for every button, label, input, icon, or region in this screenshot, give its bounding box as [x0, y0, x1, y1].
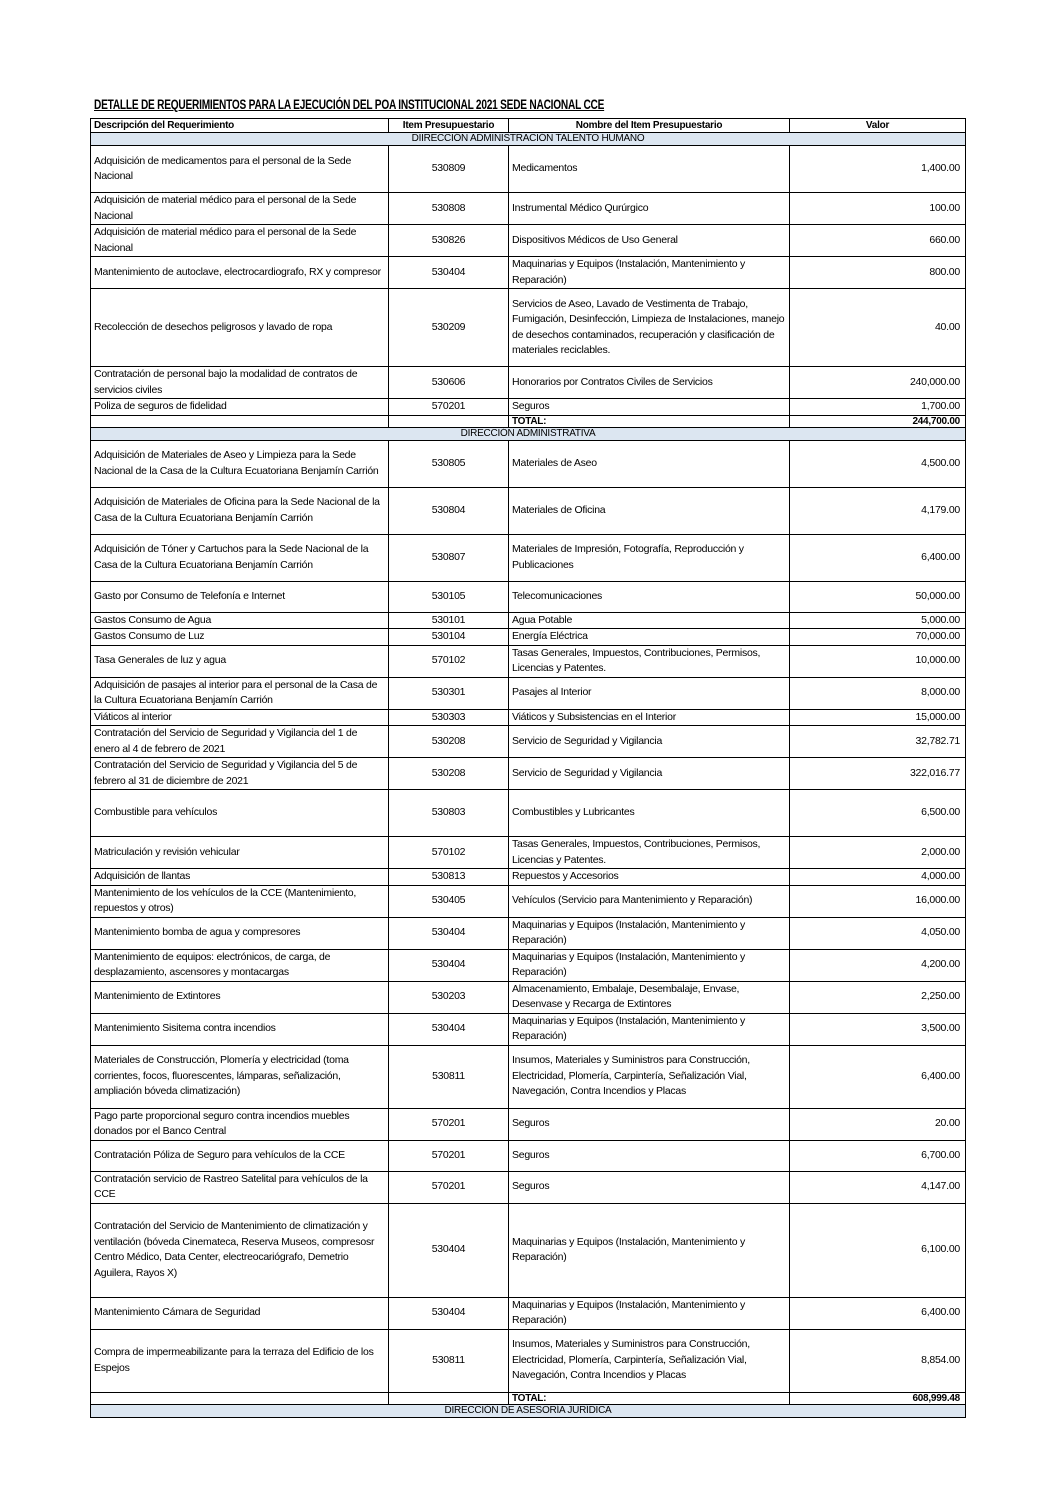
- requirement-description: Adquisición de Materiales de Aseo y Limpieza para la Sede Nacional de la Casa de la Cultura Ecuatoriana Benjamín Carrión: [91, 440, 389, 487]
- requirement-description: Contratación del Servicio de Mantenimiento de climatización y ventilación (bóveda Cinemateca, Reserva Museos, compresosr Centro Médico, Data Center, electreocariógrafo, Demetrio Aguilera, Rayos X): [91, 1203, 389, 1297]
- table-row: [91, 534, 966, 581]
- requirement-description: Recolección de desechos peligrosos y lavado de ropa: [91, 289, 389, 367]
- requirement-value: 3,500.00: [790, 1013, 966, 1045]
- requirement-description: Mantenimiento de autoclave, electrocardiografo, RX y compresor: [91, 257, 389, 289]
- table-row: [91, 581, 966, 612]
- requirement-description: Mantenimiento bomba de agua y compresores: [91, 917, 389, 949]
- budget-item-code: 530804: [389, 487, 509, 534]
- total-empty-cell: [389, 415, 509, 427]
- requirement-description: Adquisición de Tóner y Cartuchos para la Sede Nacional de la Casa de la Cultura Ecuatoriana Benjamín Carrión: [91, 534, 389, 581]
- requirement-description: Adquisición de pasajes al interior para el personal de la Casa de la Cultura Ecuatoriana Benjamín Carrión: [91, 677, 389, 709]
- budget-item-name: Maquinarias y Equipos (Instalación, Mantenimiento y Reparación): [509, 917, 790, 949]
- requirement-description: Mantenimiento Sisitema contra incendios: [91, 1013, 389, 1045]
- budget-item-code: 570201: [389, 1108, 509, 1140]
- requirement-description: Mantenimiento de Extintores: [91, 981, 389, 1013]
- section-title: DIRECCIÓN ADMINISTRATIVA: [91, 427, 966, 440]
- table-row: [91, 629, 966, 646]
- requirement-description: Tasa Generales de luz y agua: [91, 645, 389, 677]
- budget-item-code: 530404: [389, 1013, 509, 1045]
- budget-item-code: 530811: [389, 1329, 509, 1392]
- requirement-value: 322,016.77: [790, 758, 966, 790]
- requirement-value: 4,500.00: [790, 440, 966, 487]
- requirement-description: Mantenimiento de los vehículos de la CCE (Mantenimiento, repuestos y otros): [91, 885, 389, 917]
- section-row: [91, 1404, 966, 1417]
- budget-item-name: Servicios de Aseo, Lavado de Vestimenta de Trabajo, Fumigación, Desinfección, Limpieza de Instalaciones, manejo de desechos contaminados, recuperación y clasificación de materiales reciclables.: [509, 289, 790, 367]
- table-row: [91, 981, 966, 1013]
- table-row: [91, 1108, 966, 1140]
- table-row: [91, 612, 966, 629]
- table-row: [91, 193, 966, 225]
- budget-item-code: 530101: [389, 612, 509, 629]
- table-row: [91, 726, 966, 758]
- budget-item-name: Pasajes al Interior: [509, 677, 790, 709]
- table-row: [91, 399, 966, 416]
- table-row: [91, 146, 966, 193]
- table-row: [91, 1013, 966, 1045]
- requirement-description: Gastos Consumo de Luz: [91, 629, 389, 646]
- budget-item-code: 570201: [389, 399, 509, 416]
- budget-item-code: 530208: [389, 758, 509, 790]
- requirement-description: Combustible para vehículos: [91, 790, 389, 837]
- budget-item-code: 530803: [389, 790, 509, 837]
- table-row: [91, 709, 966, 726]
- budget-item-code: 570201: [389, 1171, 509, 1203]
- section-title: DIIRECCIÓN ADMINISTRACIÓN TALENTO HUMANO: [91, 133, 966, 146]
- requirement-description: Contratación servicio de Rastreo Satelital para vehículos de la CCE: [91, 1171, 389, 1203]
- requirement-value: 6,500.00: [790, 790, 966, 837]
- requirement-value: 660.00: [790, 225, 966, 257]
- budget-item-code: 570102: [389, 837, 509, 869]
- requirement-description: Materiales de Construcción, Plomería y electricidad (toma corrientes, focos, fluorescentes, lámparas, señalización, ampliación bóveda climatización): [91, 1045, 389, 1108]
- requirement-value: 16,000.00: [790, 885, 966, 917]
- table-row: [91, 1045, 966, 1108]
- budget-item-code: 530809: [389, 146, 509, 193]
- requirement-value: 8,000.00: [790, 677, 966, 709]
- total-value: 608,999.48: [790, 1392, 966, 1404]
- requirement-value: 6,100.00: [790, 1203, 966, 1297]
- requirement-value: 2,000.00: [790, 837, 966, 869]
- budget-item-code: 530303: [389, 709, 509, 726]
- header-item: Item Presupuestario: [389, 119, 509, 133]
- budget-item-name: Dispositivos Médicos de Uso General: [509, 225, 790, 257]
- table-row: [91, 885, 966, 917]
- budget-item-code: 530808: [389, 193, 509, 225]
- table-row: [91, 758, 966, 790]
- total-empty-cell: [389, 1392, 509, 1404]
- requirement-value: 6,400.00: [790, 534, 966, 581]
- budget-item-code: 530606: [389, 367, 509, 399]
- requirement-value: 10,000.00: [790, 645, 966, 677]
- table-row: [91, 1329, 966, 1392]
- requirement-description: Compra de impermeabilizante para la terraza del Edificio de los Espejos: [91, 1329, 389, 1392]
- section-row: [91, 133, 966, 146]
- requirement-value: 6,400.00: [790, 1297, 966, 1329]
- table-row: [91, 367, 966, 399]
- budget-item-code: 530813: [389, 869, 509, 886]
- requirements-table: [90, 118, 966, 1418]
- requirement-value: 1,700.00: [790, 399, 966, 416]
- requirement-description: Matriculación y revisión vehicular: [91, 837, 389, 869]
- table-body: [91, 133, 966, 1418]
- table-row: [91, 289, 966, 367]
- requirement-description: Mantenimiento Cámara de Seguridad: [91, 1297, 389, 1329]
- requirement-description: Mantenimiento de equipos: electrónicos, de carga, de desplazamiento, ascensores y montacargas: [91, 949, 389, 981]
- budget-item-name: Seguros: [509, 1140, 790, 1171]
- budget-item-name: Maquinarias y Equipos (Instalación, Mantenimiento y Reparación): [509, 1203, 790, 1297]
- table-row: [91, 917, 966, 949]
- requirement-value: 240,000.00: [790, 367, 966, 399]
- table-row: [91, 257, 966, 289]
- table-row: [91, 1171, 966, 1203]
- budget-item-name: Materiales de Oficina: [509, 487, 790, 534]
- budget-item-name: Honorarios por Contratos Civiles de Servicios: [509, 367, 790, 399]
- budget-item-name: Medicamentos: [509, 146, 790, 193]
- requirement-value: 800.00: [790, 257, 966, 289]
- table-row: [91, 1297, 966, 1329]
- budget-item-name: Almacenamiento, Embalaje, Desembalaje, Envase, Desenvase y Recarga de Extintores: [509, 981, 790, 1013]
- budget-item-name: Tasas Generales, Impuestos, Contribuciones, Permisos, Licencias y Patentes.: [509, 837, 790, 869]
- requirement-description: Poliza de seguros de fidelidad: [91, 399, 389, 416]
- table-row: [91, 677, 966, 709]
- budget-item-name: Insumos, Materiales y Suministros para Construcción, Electricidad, Plomería, Carpintería, Señalización Vial, Navegación, Contra Incendios y Placas: [509, 1045, 790, 1108]
- requirement-description: Pago parte proporcional seguro contra incendios muebles donados por el Banco Central: [91, 1108, 389, 1140]
- requirement-value: 20.00: [790, 1108, 966, 1140]
- budget-item-code: 570102: [389, 645, 509, 677]
- budget-item-code: 530807: [389, 534, 509, 581]
- header-item-name: Nombre del Item Presupuestario: [509, 119, 790, 133]
- budget-item-name: Tasas Generales, Impuestos, Contribuciones, Permisos, Licencias y Patentes.: [509, 645, 790, 677]
- requirement-value: 2,250.00: [790, 981, 966, 1013]
- budget-item-name: Materiales de Aseo: [509, 440, 790, 487]
- budget-item-name: Insumos, Materiales y Suministros para Construcción, Electricidad, Plomería, Carpintería, Señalización Vial, Navegación, Contra Incendios y Placas: [509, 1329, 790, 1392]
- requirement-value: 4,000.00: [790, 869, 966, 886]
- requirement-description: Contratación Póliza de Seguro para vehículos de la CCE: [91, 1140, 389, 1171]
- budget-item-name: Repuestos y Accesorios: [509, 869, 790, 886]
- budget-item-code: 530805: [389, 440, 509, 487]
- table-row: [91, 790, 966, 837]
- table-header-row: [91, 119, 966, 133]
- table-row: [91, 869, 966, 886]
- budget-item-name: Materiales de Impresión, Fotografía, Reproducción y Publicaciones: [509, 534, 790, 581]
- budget-item-code: 530811: [389, 1045, 509, 1108]
- budget-item-code: 530826: [389, 225, 509, 257]
- budget-item-name: Energía Eléctrica: [509, 629, 790, 646]
- budget-item-name: Combustibles y Lubricantes: [509, 790, 790, 837]
- budget-item-code: 530105: [389, 581, 509, 612]
- budget-item-name: Vehículos (Servicio para Mantenimiento y Reparación): [509, 885, 790, 917]
- total-row: [91, 415, 966, 427]
- budget-item-name: Viáticos y Subsistencias en el Interior: [509, 709, 790, 726]
- budget-item-code: 530404: [389, 257, 509, 289]
- budget-item-name: Seguros: [509, 1108, 790, 1140]
- total-empty-cell: [91, 415, 389, 427]
- table-row: [91, 1140, 966, 1171]
- requirement-value: 4,179.00: [790, 487, 966, 534]
- table-row: [91, 225, 966, 257]
- requirement-description: Contratación del Servicio de Seguridad y Vigilancia del 5 de febrero al 31 de diciembre de 2021: [91, 758, 389, 790]
- requirement-value: 6,400.00: [790, 1045, 966, 1108]
- table-row: [91, 645, 966, 677]
- requirement-value: 4,050.00: [790, 917, 966, 949]
- requirement-value: 32,782.71: [790, 726, 966, 758]
- total-empty-cell: [91, 1392, 389, 1404]
- budget-item-name: Instrumental Médico Qurúrgico: [509, 193, 790, 225]
- requirement-value: 5,000.00: [790, 612, 966, 629]
- section-row: [91, 427, 966, 440]
- budget-item-name: Servicio de Seguridad y Vigilancia: [509, 758, 790, 790]
- total-label: TOTAL:: [509, 1392, 790, 1404]
- requirement-value: 4,200.00: [790, 949, 966, 981]
- budget-item-code: 530404: [389, 1203, 509, 1297]
- budget-item-name: Maquinarias y Equipos (Instalación, Mantenimiento y Reparación): [509, 1013, 790, 1045]
- budget-item-name: Maquinarias y Equipos (Instalación, Mantenimiento y Reparación): [509, 257, 790, 289]
- total-value: 244,700.00: [790, 415, 966, 427]
- budget-item-code: 570201: [389, 1140, 509, 1171]
- table-row: [91, 1203, 966, 1297]
- budget-item-name: Agua Potable: [509, 612, 790, 629]
- requirement-description: Adquisición de material médico para el personal de la Sede Nacional: [91, 193, 389, 225]
- budget-item-name: Maquinarias y Equipos (Instalación, Mantenimiento y Reparación): [509, 949, 790, 981]
- table-row: [91, 949, 966, 981]
- requirement-description: Adquisición de medicamentos para el personal de la Sede Nacional: [91, 146, 389, 193]
- budget-item-name: Seguros: [509, 399, 790, 416]
- total-label: TOTAL:: [509, 415, 790, 427]
- table-row: [91, 440, 966, 487]
- requirement-description: Adquisición de llantas: [91, 869, 389, 886]
- document-title: DETALLE DE REQUERIMIENTOS PARA LA EJECUCIÓN DEL POA INSTITUCIONAL 2021 SEDE NACIONAL CCE: [94, 97, 605, 112]
- budget-item-code: 530405: [389, 885, 509, 917]
- budget-item-code: 530104: [389, 629, 509, 646]
- requirement-description: Contratación del Servicio de Seguridad y Vigilancia del 1 de enero al 4 de febrero de 2021: [91, 726, 389, 758]
- requirement-value: 6,700.00: [790, 1140, 966, 1171]
- budget-item-code: 530203: [389, 981, 509, 1013]
- budget-item-name: Servicio de Seguridad y Vigilancia: [509, 726, 790, 758]
- budget-item-code: 530404: [389, 949, 509, 981]
- requirement-description: Adquisición de material médico para el personal de la Sede Nacional: [91, 225, 389, 257]
- total-row: [91, 1392, 966, 1404]
- requirement-value: 1,400.00: [790, 146, 966, 193]
- budget-item-name: Seguros: [509, 1171, 790, 1203]
- budget-item-code: 530404: [389, 1297, 509, 1329]
- requirement-value: 70,000.00: [790, 629, 966, 646]
- budget-item-code: 530404: [389, 917, 509, 949]
- requirement-description: Gasto por Consumo de Telefonía e Internet: [91, 581, 389, 612]
- section-title: DIRECCIÓN DE ASESORÍA JURÍDICA: [91, 1404, 966, 1417]
- header-value: Valor: [790, 119, 966, 133]
- table-row: [91, 487, 966, 534]
- requirement-value: 100.00: [790, 193, 966, 225]
- requirement-value: 40.00: [790, 289, 966, 367]
- requirement-value: 50,000.00: [790, 581, 966, 612]
- requirement-description: Viáticos al interior: [91, 709, 389, 726]
- budget-item-name: Telecomunicaciones: [509, 581, 790, 612]
- budget-item-name: Maquinarias y Equipos (Instalación, Mantenimiento y Reparación): [509, 1297, 790, 1329]
- requirement-description: Adquisición de Materiales de Oficina para la Sede Nacional de la Casa de la Cultura Ecuatoriana Benjamín Carrión: [91, 487, 389, 534]
- header-description: Descripción del Requerimiento: [91, 119, 389, 133]
- budget-item-code: 530208: [389, 726, 509, 758]
- requirement-value: 15,000.00: [790, 709, 966, 726]
- budget-item-code: 530301: [389, 677, 509, 709]
- table-row: [91, 837, 966, 869]
- requirement-value: 4,147.00: [790, 1171, 966, 1203]
- requirement-value: 8,854.00: [790, 1329, 966, 1392]
- requirement-description: Gastos Consumo de Agua: [91, 612, 389, 629]
- budget-item-code: 530209: [389, 289, 509, 367]
- requirement-description: Contratación de personal bajo la modalidad de contratos de servicios civiles: [91, 367, 389, 399]
